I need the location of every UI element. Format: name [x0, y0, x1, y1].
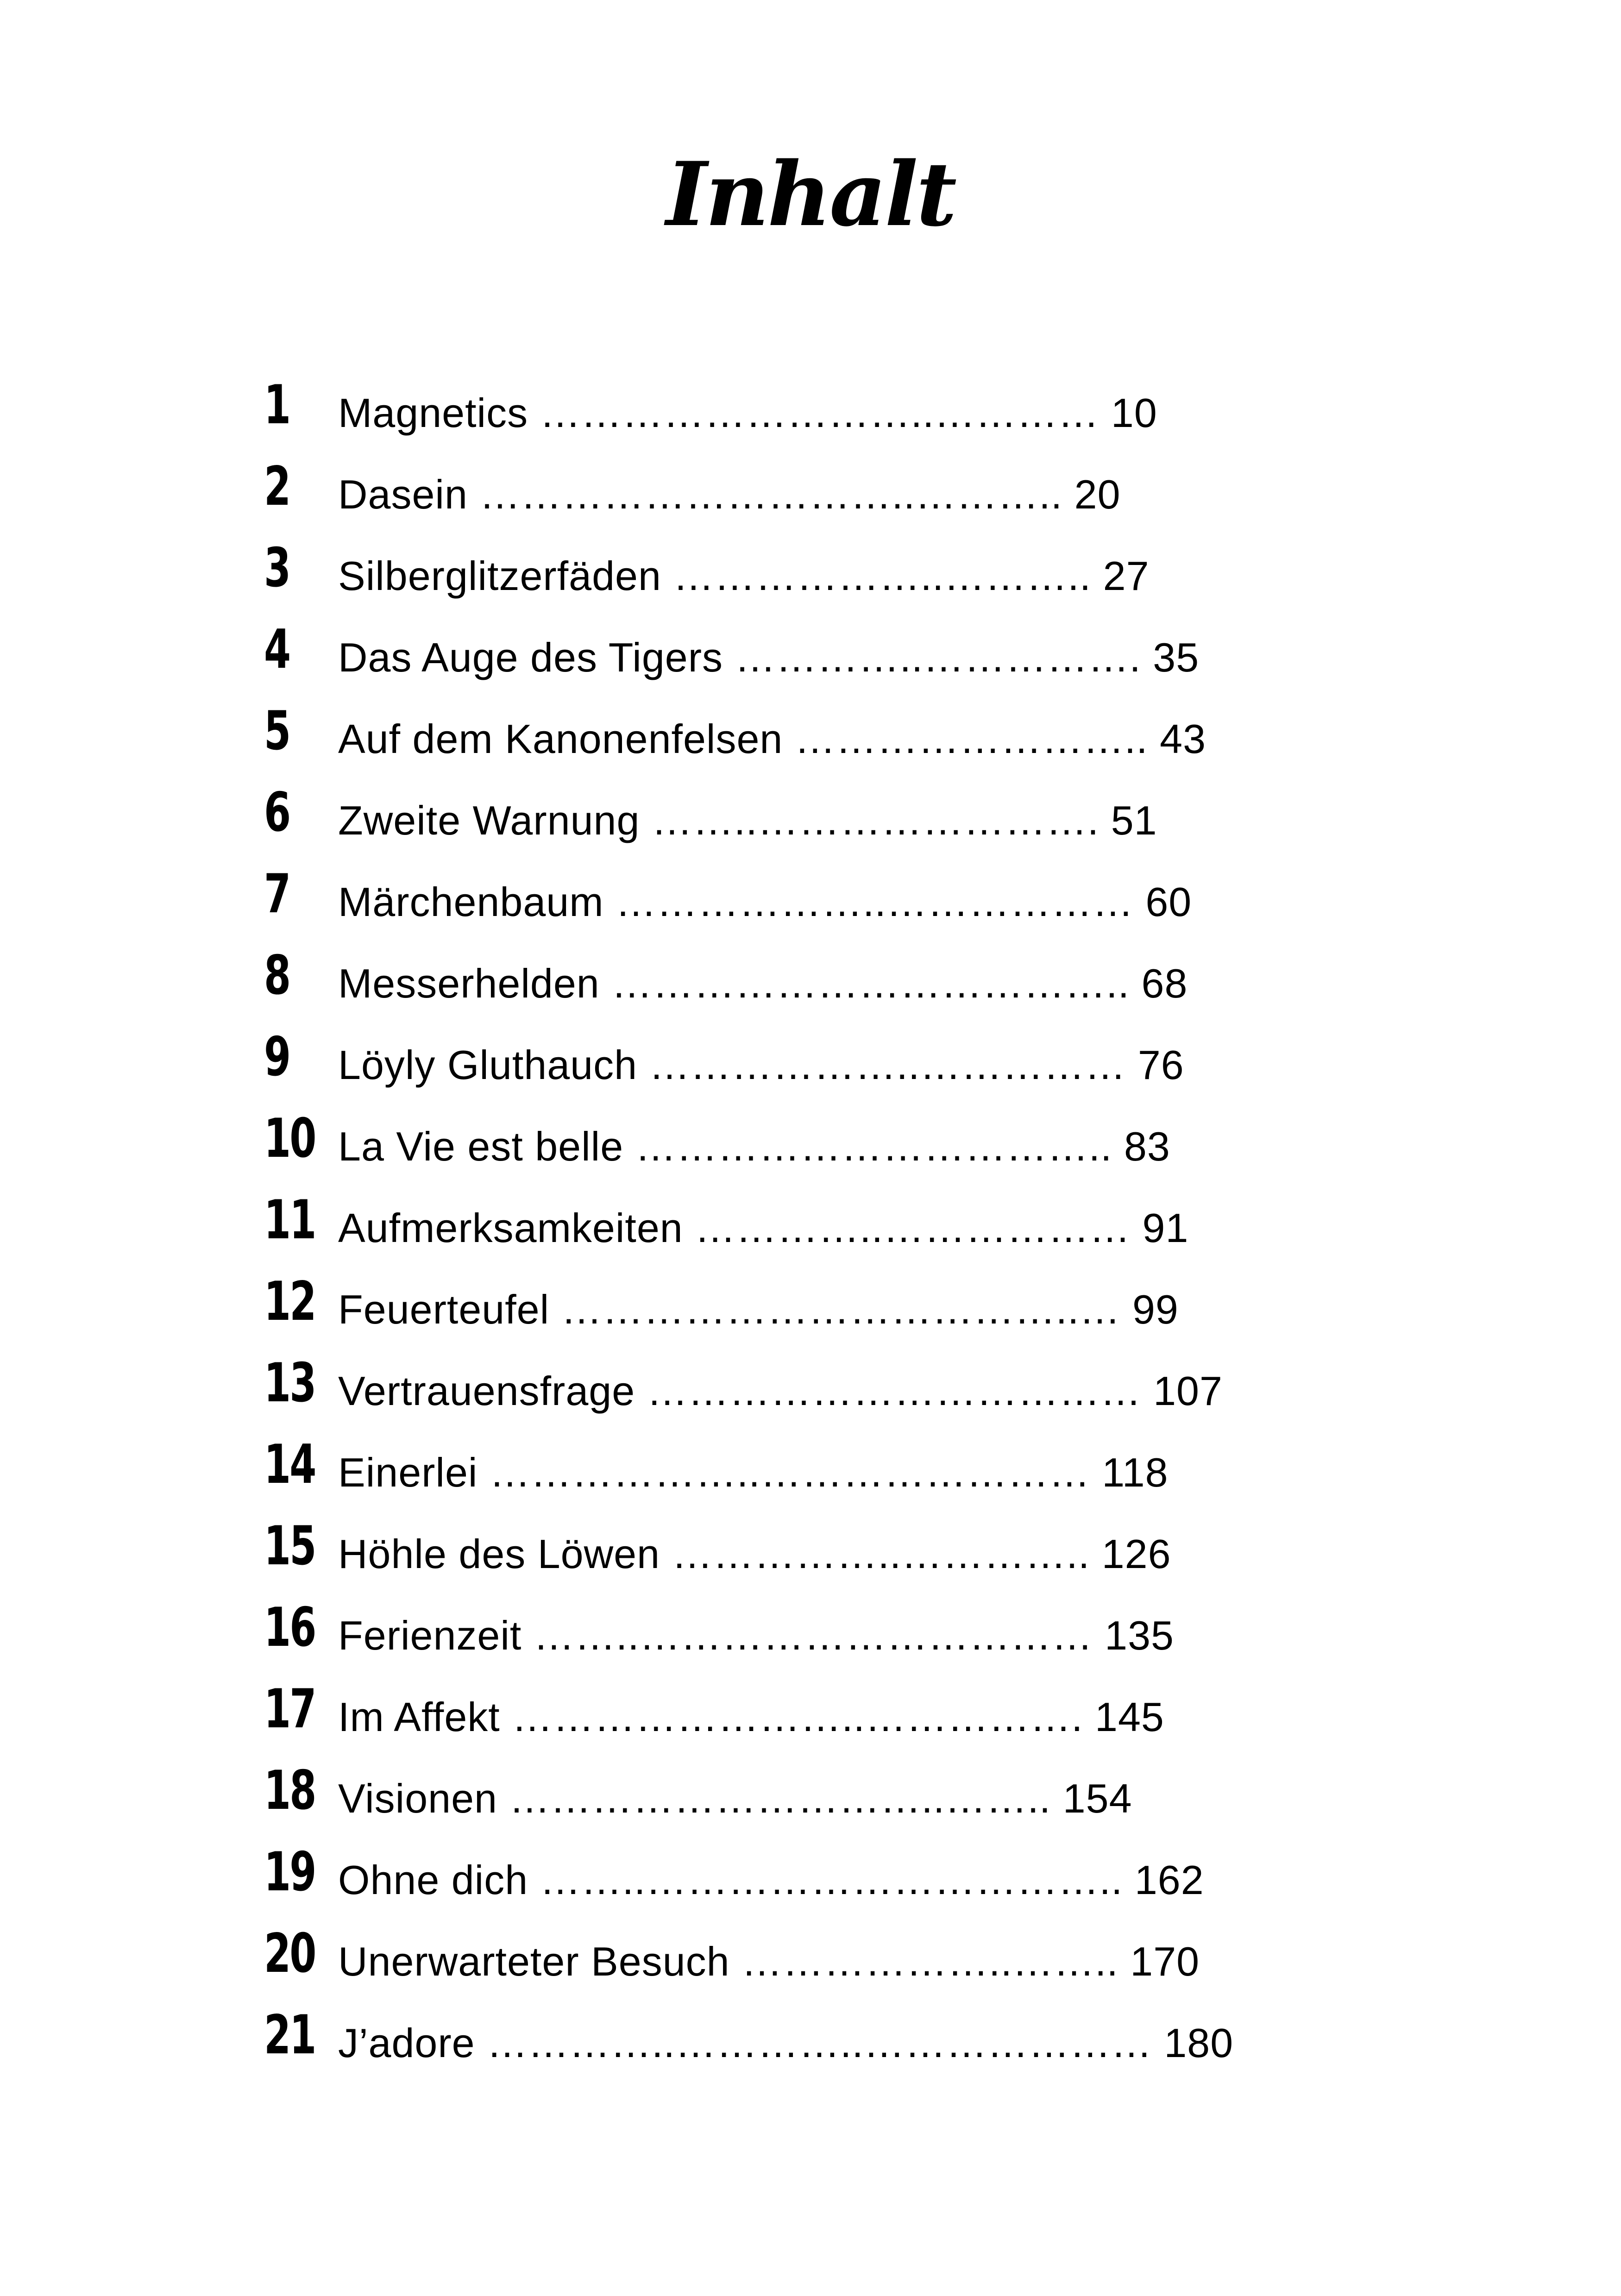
chapter-title: Einerlei [338, 1449, 478, 1495]
page-number: 126 [1101, 1531, 1171, 1577]
toc-entry [264, 1675, 1283, 1756]
chapter-number: 19 [264, 1841, 315, 1903]
page-number: 99 [1132, 1286, 1179, 1332]
toc-line [338, 552, 1150, 600]
chapter-number: 10 [264, 1107, 315, 1170]
toc-entry [264, 1104, 1283, 1186]
dot-leader: ……..…………………………… [521, 1612, 1105, 1658]
dot-leader: …………………………….. [623, 1123, 1124, 1169]
dot-leader: …………..…………..………………… [475, 2020, 1164, 2066]
toc-line [338, 1204, 1188, 1252]
page-number: 60 [1145, 879, 1192, 925]
page-number: 27 [1103, 553, 1150, 599]
page-number: 145 [1095, 1694, 1164, 1740]
toc-line [338, 797, 1157, 845]
dot-leader: …………..……………. [723, 634, 1153, 680]
chapter-title: La Vie est belle [338, 1123, 624, 1169]
chapter-title: Magnetics [338, 390, 528, 436]
toc-entry [264, 1756, 1283, 1838]
toc-line [338, 1123, 1170, 1171]
dot-leader: ……………………………….. [599, 960, 1142, 1006]
toc-entry [264, 1512, 1283, 1593]
page-number: 43 [1160, 716, 1206, 762]
toc-line [338, 634, 1199, 682]
chapter-number: 4 [264, 618, 290, 681]
chapter-number: 16 [264, 1596, 315, 1659]
toc-entry [264, 778, 1283, 859]
chapter-number: 3 [264, 537, 290, 599]
toc-entry [264, 1349, 1283, 1430]
chapter-number: 15 [264, 1515, 315, 1577]
page-number: 35 [1153, 634, 1200, 680]
chapter-number: 14 [264, 1433, 315, 1496]
toc-line [338, 1041, 1184, 1089]
dot-leader: …………..……………… [683, 1205, 1143, 1251]
toc-entry [264, 859, 1283, 941]
chapter-number: 5 [264, 700, 290, 762]
page-number: 51 [1111, 797, 1157, 843]
page-number: 83 [1124, 1123, 1170, 1169]
chapter-title: Silberglitzerfäden [338, 553, 661, 599]
chapter-number: 7 [264, 863, 290, 925]
page-number: 162 [1134, 1857, 1204, 1903]
toc-entry [264, 370, 1283, 452]
chapter-title: Ferienzeit [338, 1612, 522, 1658]
toc-entry [264, 615, 1283, 696]
toc-entry [264, 2001, 1283, 2082]
dot-leader: …………………….. [783, 716, 1160, 762]
chapter-title: Zweite Warnung [338, 797, 640, 843]
toc-entry [264, 1430, 1283, 1512]
dot-leader: ………………..……….. [661, 553, 1103, 599]
chapter-title: Feuerteufel [338, 1286, 550, 1332]
toc-line [338, 1449, 1169, 1497]
dot-leader: …………………………..……….. [467, 471, 1074, 517]
toc-line [338, 1693, 1164, 1741]
dot-leader: ………………………………..… [549, 1286, 1132, 1332]
chapter-number: 6 [264, 781, 290, 844]
toc-entry [264, 1023, 1283, 1104]
chapter-title: Visionen [338, 1775, 497, 1821]
toc-line [338, 1612, 1174, 1660]
chapter-number: 8 [264, 944, 290, 1007]
chapter-number: 20 [264, 1922, 315, 1985]
page-number: 154 [1062, 1775, 1132, 1821]
toc-entry [264, 941, 1283, 1023]
toc-entry [264, 533, 1283, 615]
toc-line [338, 1530, 1171, 1578]
chapter-title: Im Affekt [338, 1694, 500, 1740]
toc-line [338, 715, 1206, 763]
toc-entry [264, 1838, 1283, 1919]
page-number: 118 [1102, 1449, 1169, 1495]
chapter-number: 17 [264, 1678, 315, 1740]
chapter-number: 21 [264, 2004, 315, 2066]
chapter-title: Dasein [338, 471, 468, 517]
chapter-number: 18 [264, 1759, 315, 1822]
page-number: 91 [1142, 1205, 1189, 1251]
chapter-number: 1 [264, 374, 290, 436]
toc-line [338, 1938, 1200, 1986]
toc-entry [264, 1919, 1283, 2001]
toc-entry [264, 1267, 1283, 1349]
page-number: 170 [1130, 1938, 1200, 1984]
toc-entry [264, 1186, 1283, 1267]
chapter-title: Vertrauensfrage [338, 1368, 635, 1414]
toc-line [338, 960, 1187, 1008]
toc-entry [264, 1593, 1283, 1675]
page-number: 76 [1137, 1042, 1184, 1088]
dot-leader: ………………..…….. [729, 1938, 1131, 1984]
toc-line [338, 1286, 1179, 1334]
page-number: 107 [1153, 1368, 1223, 1414]
toc-line [338, 1367, 1223, 1415]
chapter-title: Märchenbaum [338, 879, 604, 925]
dot-leader: ……..…………………………….. [528, 1857, 1135, 1903]
toc-line [338, 1775, 1132, 1823]
dot-leader: …………………………..…….. [497, 1775, 1063, 1821]
chapter-title: Ohne dich [338, 1857, 528, 1903]
dot-leader: ………………………..………… [528, 390, 1111, 436]
dot-leader: ……..……………………. [640, 797, 1111, 843]
toc-line [338, 389, 1157, 437]
chapter-title: Auf dem Kanonenfelsen [338, 716, 783, 762]
chapter-number: 11 [264, 1189, 315, 1251]
chapter-title: Unerwarteter Besuch [338, 1938, 730, 1984]
page-number: 10 [1111, 390, 1157, 436]
chapter-number: 9 [264, 1026, 290, 1088]
dot-leader: ………………..…………………… [478, 1449, 1102, 1495]
dot-leader: ……………………………… [635, 1368, 1154, 1414]
page-number: 68 [1141, 960, 1188, 1006]
chapter-title: Das Auge des Tigers [338, 634, 723, 680]
page-number: 180 [1164, 2020, 1234, 2066]
chapter-number: 12 [264, 1270, 315, 1333]
dot-leader: ……………..………….. [660, 1531, 1102, 1577]
chapter-title: Messerhelden [338, 960, 600, 1006]
toc-line [338, 1856, 1204, 1904]
page-title: Inhalt [666, 143, 955, 246]
toc-entry [264, 696, 1283, 778]
toc-line [338, 470, 1121, 519]
chapter-title: J’adore [338, 2020, 475, 2066]
chapter-number: 13 [264, 1352, 315, 1414]
chapter-number: 2 [264, 455, 290, 518]
dot-leader: ……………………..……………. [500, 1694, 1095, 1740]
chapter-title: Löyly Gluthauch [338, 1042, 638, 1088]
toc-line [338, 2019, 1233, 2067]
page-number: 20 [1074, 471, 1121, 517]
chapter-title: Aufmerksamkeiten [338, 1205, 683, 1251]
page-number: 135 [1105, 1612, 1174, 1658]
toc-entry [264, 452, 1283, 533]
toc-line [338, 878, 1192, 926]
chapter-title: Höhle des Löwen [338, 1531, 660, 1577]
dot-leader: ………………..…………… [637, 1042, 1138, 1088]
dot-leader: ………………..……………… [603, 879, 1146, 925]
